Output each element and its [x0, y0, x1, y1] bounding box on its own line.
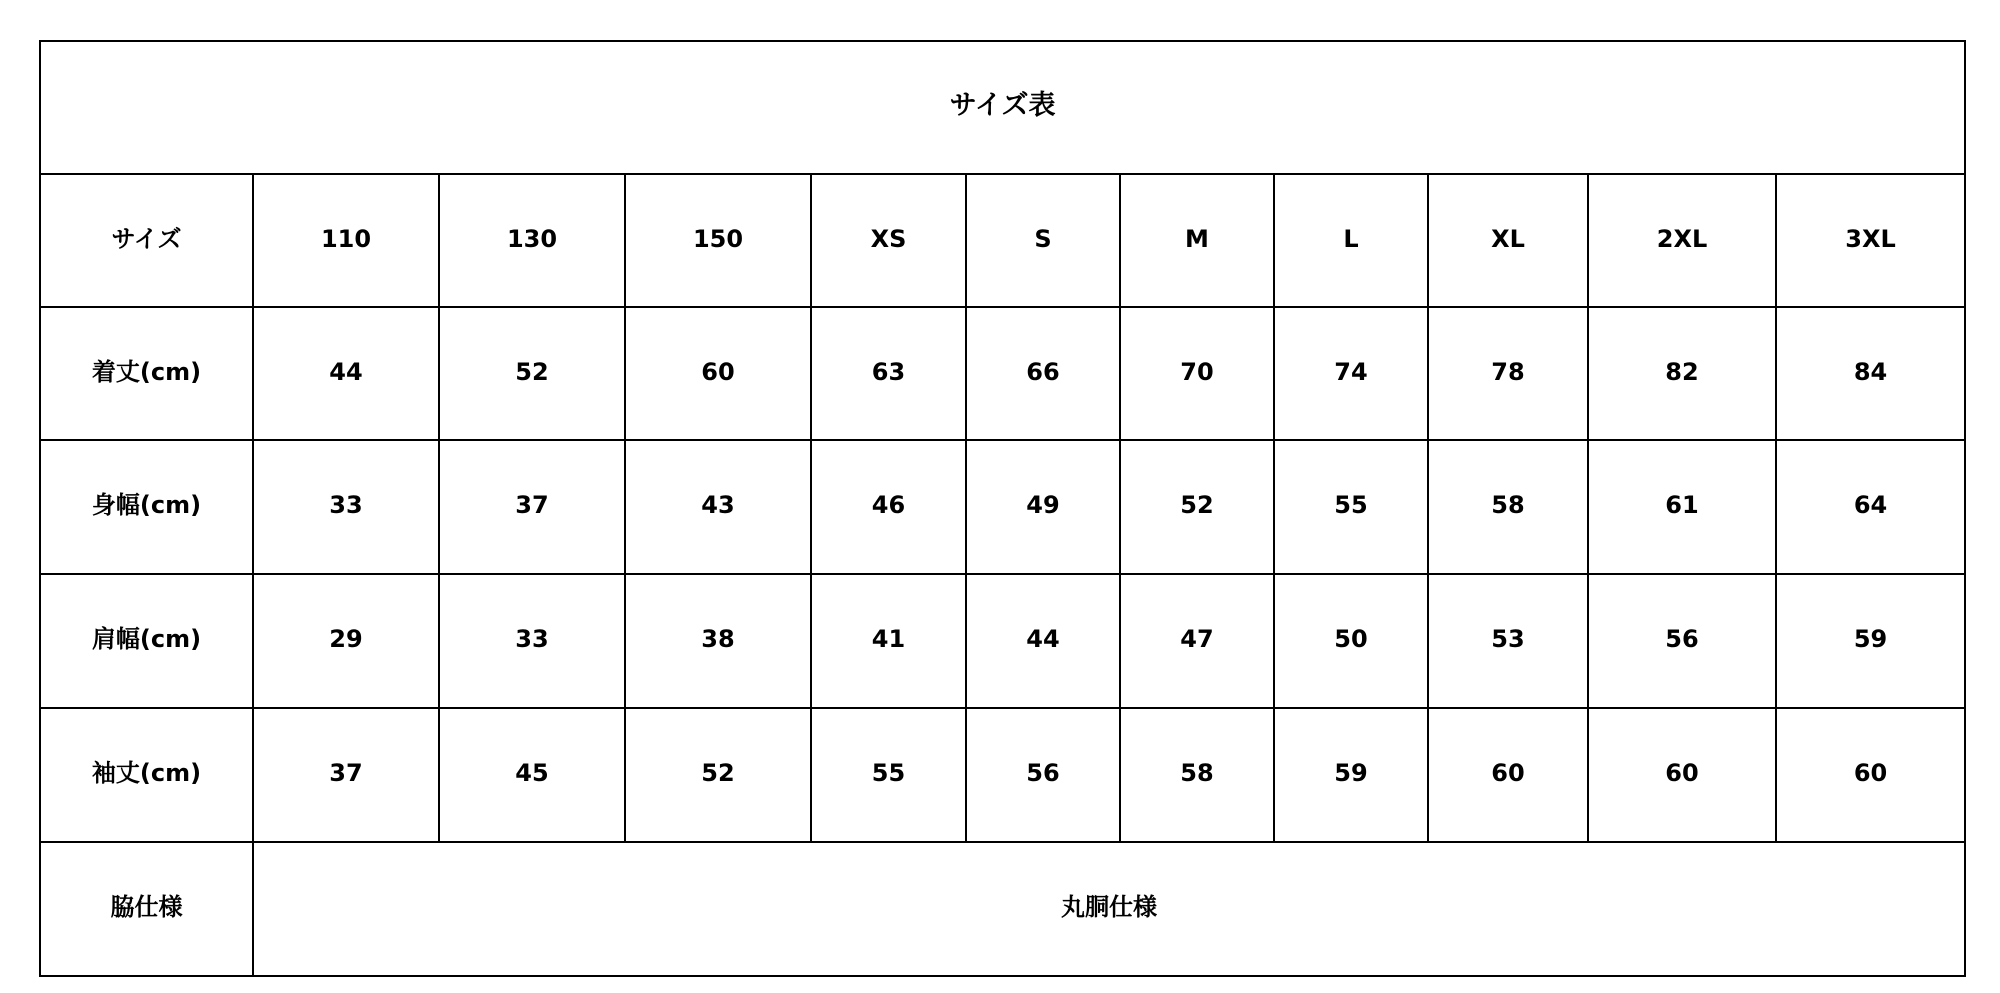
- table-cell: 74: [1274, 307, 1428, 440]
- table-cell: 29: [253, 574, 439, 708]
- row-label: 袖丈(cm): [40, 708, 253, 842]
- table-cell: 45: [439, 708, 625, 842]
- table-cell: 60: [1776, 708, 1965, 842]
- size-header-cell: S: [966, 174, 1120, 307]
- table-cell: 61: [1588, 440, 1776, 574]
- size-header-row: [40, 174, 1965, 307]
- table-cell: 84: [1776, 307, 1965, 440]
- table-cell: 70: [1120, 307, 1274, 440]
- table-row-width: [40, 440, 1965, 574]
- size-header-label: サイズ: [40, 174, 253, 307]
- row-label: 着丈(cm): [40, 307, 253, 440]
- table-cell: 63: [811, 307, 966, 440]
- table-row-shoulder: [40, 574, 1965, 708]
- size-header-cell: 130: [439, 174, 625, 307]
- table-cell: 46: [811, 440, 966, 574]
- table-cell: 55: [1274, 440, 1428, 574]
- side-spec-value: 丸胴仕様: [253, 842, 1965, 976]
- row-label: 肩幅(cm): [40, 574, 253, 708]
- table-cell: 78: [1428, 307, 1588, 440]
- table-cell: 60: [1428, 708, 1588, 842]
- table-cell: 60: [1588, 708, 1776, 842]
- table-row-sleeve: [40, 708, 1965, 842]
- size-header-cell: 3XL: [1776, 174, 1965, 307]
- table-cell: 66: [966, 307, 1120, 440]
- table-cell: 43: [625, 440, 811, 574]
- size-header-cell: 150: [625, 174, 811, 307]
- table-cell: 58: [1120, 708, 1274, 842]
- table-cell: 41: [811, 574, 966, 708]
- table-cell: 59: [1776, 574, 1965, 708]
- table-cell: 37: [253, 708, 439, 842]
- table-cell: 52: [625, 708, 811, 842]
- table-cell: 47: [1120, 574, 1274, 708]
- table-cell: 44: [966, 574, 1120, 708]
- table-cell: 82: [1588, 307, 1776, 440]
- table-cell: 37: [439, 440, 625, 574]
- table-cell: 33: [439, 574, 625, 708]
- row-label: 脇仕様: [40, 842, 253, 976]
- table-cell: 52: [439, 307, 625, 440]
- size-header-cell: 110: [253, 174, 439, 307]
- table-cell: 53: [1428, 574, 1588, 708]
- table-title: サイズ表: [40, 41, 1965, 174]
- table-cell: 60: [625, 307, 811, 440]
- table-cell: 59: [1274, 708, 1428, 842]
- size-header-cell: L: [1274, 174, 1428, 307]
- table-cell: 52: [1120, 440, 1274, 574]
- table-cell: 55: [811, 708, 966, 842]
- table-cell: 50: [1274, 574, 1428, 708]
- size-table-body: [40, 41, 1965, 976]
- size-header-cell: M: [1120, 174, 1274, 307]
- table-cell: 56: [966, 708, 1120, 842]
- row-label: 身幅(cm): [40, 440, 253, 574]
- size-header-cell: XS: [811, 174, 966, 307]
- table-cell: 33: [253, 440, 439, 574]
- table-cell: 58: [1428, 440, 1588, 574]
- table-row-side-spec: [40, 842, 1965, 976]
- table-cell: 56: [1588, 574, 1776, 708]
- table-row-length: [40, 307, 1965, 440]
- table-cell: 64: [1776, 440, 1965, 574]
- table-cell: 44: [253, 307, 439, 440]
- table-cell: 49: [966, 440, 1120, 574]
- size-header-cell: 2XL: [1588, 174, 1776, 307]
- title-row: [40, 41, 1965, 174]
- size-header-cell: XL: [1428, 174, 1588, 307]
- size-table: [39, 40, 1966, 977]
- table-cell: 38: [625, 574, 811, 708]
